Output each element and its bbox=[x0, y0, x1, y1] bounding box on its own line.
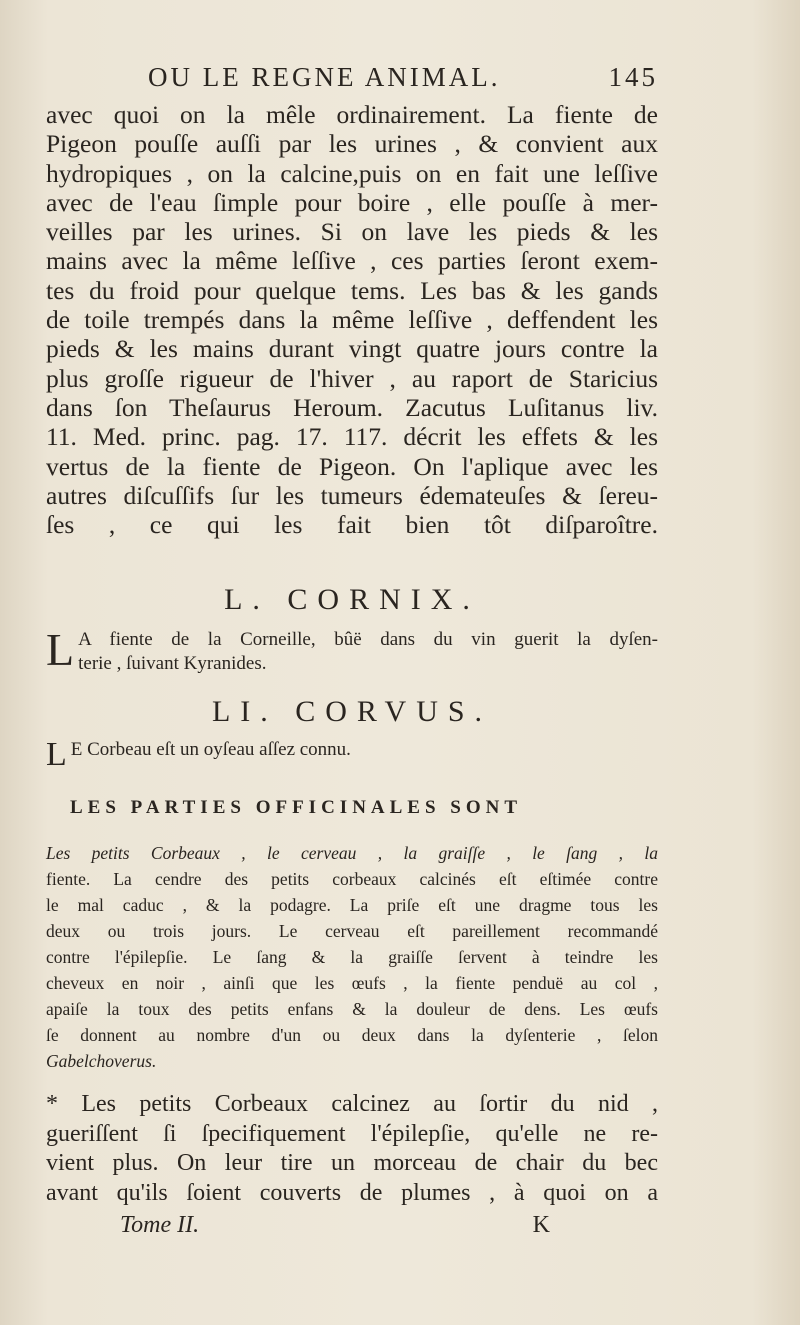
text-line: 11. Med. princ. pag. 17. 117. décrit les effets & les bbox=[46, 422, 658, 452]
corvus-paragraph bbox=[46, 736, 658, 773]
main-paragraph bbox=[46, 100, 658, 539]
drop-cap: L bbox=[46, 736, 67, 773]
running-head bbox=[148, 62, 658, 93]
final-paragraph bbox=[46, 1090, 658, 1208]
text-line: avec quoi on la mêle ordinairement. La fiente de bbox=[46, 100, 658, 129]
officinal-paragraph bbox=[46, 840, 658, 1074]
signature-mark: K bbox=[532, 1212, 550, 1238]
text-line: Les petits Corbeaux , le cerveau , la graiſſe , le ſang , la bbox=[46, 843, 658, 863]
text-line: ſes , ce qui les fait bien tôt diſparoître. bbox=[46, 510, 658, 540]
section-heading-cornix: L. CORNIX. bbox=[224, 583, 480, 616]
text-line: tes du froid pour quelque tems. Les bas & les gands bbox=[46, 275, 658, 305]
volume-label: Tome II. bbox=[120, 1212, 200, 1238]
text-line: apaiſe la toux des petits enfans & la douleur de dens. Les œufs bbox=[46, 999, 658, 1019]
text-line: Gabelchoverus. bbox=[46, 1051, 157, 1071]
page-number: 145 bbox=[608, 62, 658, 92]
text-line: terie , ſuivant Kyranides. bbox=[78, 653, 267, 674]
running-title: OU LE REGNE ANIMAL. bbox=[148, 62, 501, 92]
drop-cap: L bbox=[46, 624, 75, 675]
text-line: A fiente de la Corneille, bûë dans du vin guerit la dyſen- bbox=[78, 629, 658, 650]
text-line: de toile trempés dans la même leſſive , deffendent les bbox=[46, 305, 658, 335]
text-line: cheveux en noir , ainſi que les œufs , la fiente penduë au col , bbox=[46, 973, 658, 993]
text-line: vertus de la fiente de Pigeon. On l'aplique avec les bbox=[46, 451, 658, 481]
text-line: plus groſſe rigueur de l'hiver , au raport de Staricius bbox=[46, 363, 658, 393]
officinal-title: LES PARTIES OFFICINALES SONT bbox=[70, 797, 523, 818]
text-line: * Les petits Corbeaux calcinez au ſortir du nid , bbox=[46, 1091, 658, 1117]
page-footer bbox=[120, 1212, 550, 1239]
text-line: avec de l'eau ſimple pour boire , elle pouſſe à mer- bbox=[46, 187, 658, 217]
text-line: autres diſcuſſifs ſur les tumeurs édemateuſes & ſereu- bbox=[46, 480, 658, 510]
text-line: hydropiques , on la calcine,puis on en fait une leſſive bbox=[46, 158, 658, 188]
text-line: contre l'épilepſie. Le ſang & la graiſſe ſervent à teindre les bbox=[46, 947, 658, 967]
text-line: veilles par les urines. Si on lave les pieds & les bbox=[46, 217, 658, 247]
text-line: Pigeon pouſſe auſſi par les urines , & convient aux bbox=[46, 129, 658, 159]
text-line: dans ſon Theſaurus Heroum. Zacutus Luſitanus liv. bbox=[46, 392, 658, 422]
text-line: avant qu'ils ſoient couverts de plumes , à quoi on a bbox=[46, 1179, 658, 1206]
text-line: vient plus. On leur tire un morceau de chair du bec bbox=[46, 1150, 658, 1176]
text-line: E Corbeau eſt un oyſeau aſſez connu. bbox=[70, 739, 351, 760]
text-line: mains avec la même leſſive , ces parties ſeront exem- bbox=[46, 246, 658, 276]
text-line: ſe donnent au nombre d'un ou deux dans la dyſenterie , ſelon bbox=[46, 1025, 658, 1045]
text-line: gueriſſent ſi ſpecifiquement l'épilepſie, qu'elle ne re- bbox=[46, 1120, 658, 1147]
section-heading-corvus: LI. CORVUS. bbox=[211, 695, 493, 728]
cornix-paragraph bbox=[46, 624, 658, 676]
text-line: le mal caduc , & la podagre. La priſe eſt une dragme tous les bbox=[46, 895, 658, 915]
text-line: pieds & les mains durant vingt quatre jours contre la bbox=[46, 334, 658, 364]
text-line: fiente. La cendre des petits corbeaux calcinés eſt eſtimée contre bbox=[46, 869, 658, 889]
text-line: deux ou trois jours. Le cerveau eſt pareillement recommandé bbox=[46, 921, 658, 941]
